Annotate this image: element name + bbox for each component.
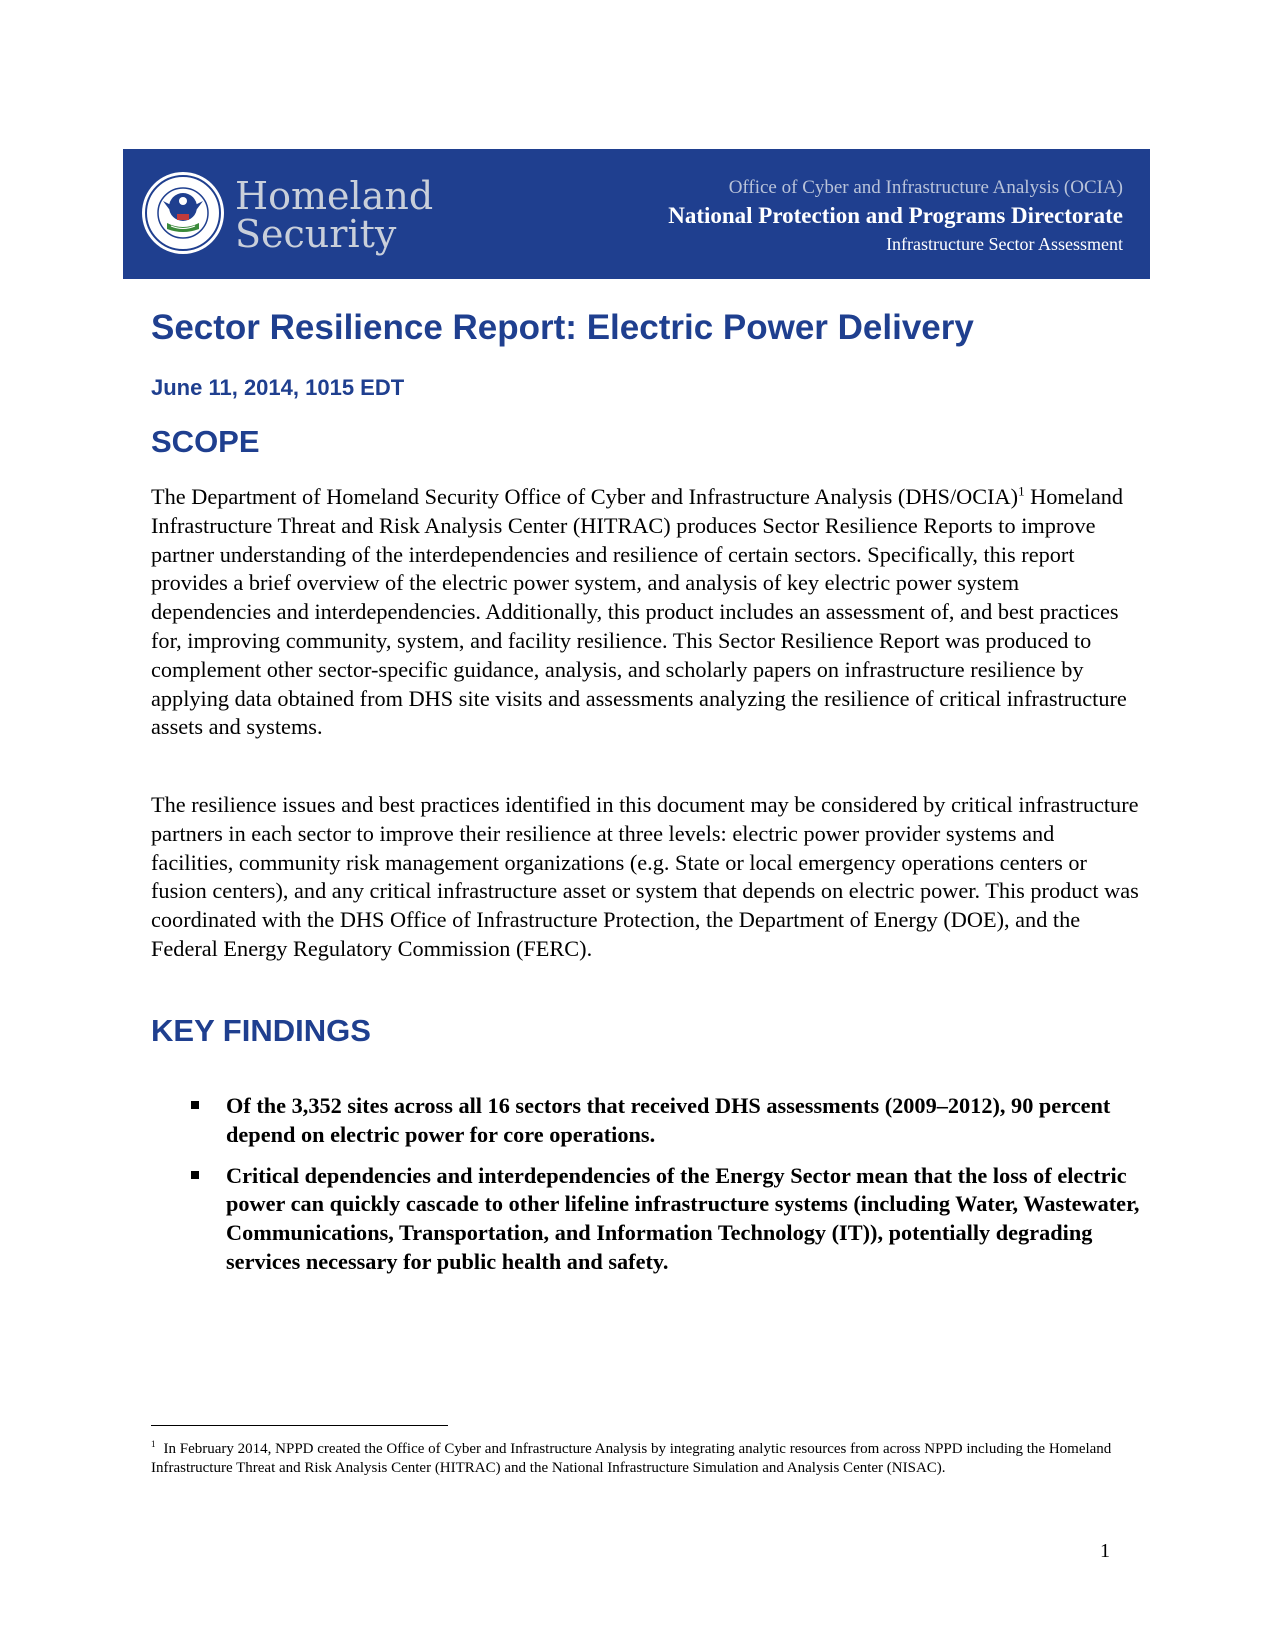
directorate-name: National Protection and Programs Directorate bbox=[668, 203, 1123, 228]
key-finding-item bbox=[151, 1092, 1141, 1150]
footnote-text: In February 2014, NPPD created the Office of Cyber and Infrastructure Analysis by integrating analytic resources from across NPPD including the Homeland Infrastructure Threat and Risk Analysis Center (HITRAC) and the National Infrastructure Simulation and Analysis Center (NISAC). bbox=[151, 1441, 1112, 1476]
footnote-divider bbox=[151, 1425, 448, 1426]
homeland-security-wordmark bbox=[235, 174, 434, 256]
square-bullet-icon bbox=[191, 1171, 199, 1179]
page-number: 1 bbox=[1100, 1540, 1110, 1562]
footnote-reference[interactable]: 1 bbox=[1018, 483, 1025, 499]
scope-paragraph-2: The resilience issues and best practices identified in this document may be considered by critical infrastructure partners in each sector to improve their resilience at three levels: electric power provider systems and facilities, community risk management organizations (e.g. State or local emergency operations centers or fusion centers), and any critical infrastructure asset or system that depends on electric power. This product was coordinated with the DHS Office of Infrastructure Protection, the Department of Energy (DOE), and the Federal Energy Regulatory Commission (FERC). bbox=[151, 792, 1139, 961]
brand-line-1: Homeland bbox=[235, 174, 434, 218]
dhs-seal-icon bbox=[141, 171, 225, 255]
key-finding-text: Of the 3,352 sites across all 16 sectors that received DHS assessments (2009–2012), 90 percent depend on electric power for core operations. bbox=[226, 1093, 1111, 1147]
banner-office-block bbox=[668, 176, 1123, 256]
key-finding-text: Critical dependencies and interdependencies of the Energy Sector mean that the loss of electric power can quickly cascade to other lifeline infrastructure systems (including Water, Wastewater, Communications, Transportation, and Information Technology (IT)), potentially degrading services necessary for public health and safety. bbox=[226, 1162, 1140, 1274]
dhs-banner bbox=[123, 149, 1150, 279]
square-bullet-icon bbox=[191, 1101, 199, 1109]
key-findings-heading: KEY FINDINGS bbox=[151, 1013, 371, 1048]
brand-line-2: Security bbox=[235, 212, 397, 256]
document-date: June 11, 2014, 1015 EDT bbox=[151, 375, 405, 400]
office-name: Office of Cyber and Infrastructure Analysis (OCIA) bbox=[728, 177, 1123, 198]
key-findings-list bbox=[151, 1092, 1141, 1289]
footnote bbox=[151, 1435, 1131, 1478]
document-title: Sector Resilience Report: Electric Power Delivery bbox=[151, 308, 974, 347]
footnote-marker: 1 bbox=[151, 1439, 156, 1449]
scope-paragraph-1 bbox=[151, 483, 1141, 742]
scope-p1-start: The Department of Homeland Security Office of Cyber and Infrastructure Analysis (DHS/OCIA) bbox=[151, 484, 1019, 509]
key-finding-item bbox=[151, 1162, 1141, 1277]
scope-heading: SCOPE bbox=[151, 424, 260, 459]
scope-p1-rest: Homeland Infrastructure Threat and Risk Analysis Center (HITRAC) produces Sector Resilience Reports to improve partner understanding of the interdependencies and resilience of certain sectors. Specifically, this report provides a brief overview of the electric power system, and analysis of key electric power system dependencies and interdependencies. Additionally, this product includes an assessment of, and best practices for, improving community, system, and facility resilience. This Sector Resilience Report was produced to complement other sector-specific guidance, analysis, and scholarly papers on infrastructure resilience by applying data obtained from DHS site visits and assessments analyzing the resilience of critical infrastructure assets and systems. bbox=[151, 484, 1127, 740]
assessment-type: Infrastructure Sector Assessment bbox=[886, 234, 1123, 254]
